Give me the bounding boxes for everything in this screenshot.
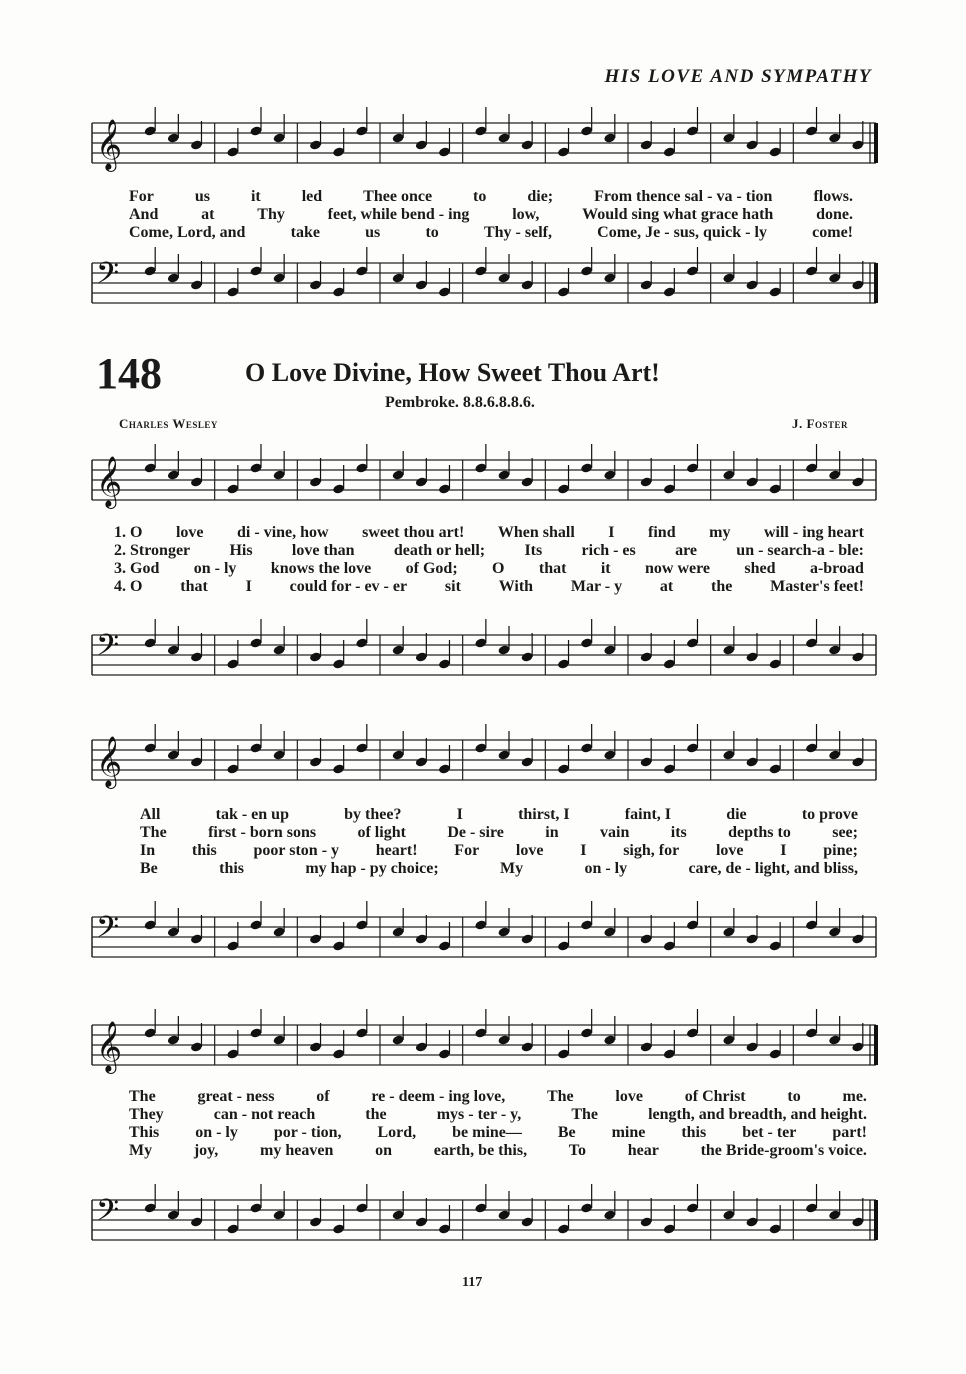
lyric-syllable: hear — [627, 1142, 659, 1159]
bass-staff — [0, 1195, 966, 1245]
lyric-syllable: my heaven — [260, 1142, 334, 1159]
lyric-syllable: to — [787, 1088, 801, 1105]
lyric-syllable: on - ly — [193, 560, 237, 577]
music-composer: J. Foster — [792, 416, 848, 431]
lyric-syllable: this — [191, 842, 217, 859]
lyric-syllable: 4. O — [114, 578, 143, 595]
lyric-syllable: O — [492, 560, 505, 577]
lyric-syllable: now were — [645, 560, 711, 577]
lyric-syllable: I — [456, 806, 463, 823]
lyric-syllable: For — [454, 842, 480, 859]
lyric-syllable: on - ly — [195, 1124, 238, 1141]
lyric-syllable: Master's feet! — [770, 578, 864, 595]
lyric-line — [140, 842, 858, 860]
lyric-syllable: done. — [816, 206, 853, 223]
lyric-syllable: Be — [140, 860, 158, 877]
lyric-syllable: my — [709, 524, 731, 541]
lyric-syllable: poor ston - y — [253, 842, 340, 859]
lyric-line — [114, 542, 864, 560]
lyric-syllable: To — [568, 1142, 586, 1159]
lyric-syllable: find — [648, 524, 676, 541]
lyric-syllable: 3. God — [114, 560, 160, 577]
lyric-syllable: it — [600, 560, 611, 577]
lyric-line — [114, 560, 864, 578]
lyric-syllable: They — [129, 1106, 164, 1123]
lyric-syllable: 2. Stronger — [114, 542, 191, 559]
lyric-syllable: sigh, for — [623, 842, 680, 859]
lyric-syllable: shed — [744, 560, 776, 577]
lyric-line — [129, 1088, 867, 1106]
lyric-syllable: care, de - light, and bliss, — [688, 860, 858, 877]
lyric-syllable: Come, Lord, and — [129, 224, 246, 241]
lyric-syllable: love — [615, 1088, 643, 1105]
lyric-syllable: low, — [512, 206, 540, 223]
lyric-syllable: In — [140, 842, 156, 859]
lyric-line — [114, 524, 864, 542]
lyric-syllable: a-broad — [809, 560, 864, 577]
lyric-syllable: mine — [611, 1124, 646, 1141]
lyric-syllable: bet - ter — [742, 1124, 797, 1141]
lyric-syllable: por - tion, — [273, 1124, 342, 1141]
lyric-syllable: my hap - py choice; — [305, 860, 439, 877]
lyric-syllable: His — [229, 542, 253, 559]
lyric-syllable: I — [780, 842, 787, 859]
lyric-syllable: on — [375, 1142, 392, 1159]
lyric-line — [129, 188, 853, 206]
lyric-syllable: take — [290, 224, 320, 241]
treble-staff — [0, 735, 966, 785]
lyric-syllable: at — [659, 578, 674, 595]
lyric-syllable: of light — [357, 824, 406, 841]
lyric-syllable: us — [194, 188, 210, 205]
lyric-syllable: I — [245, 578, 252, 595]
lyric-syllable: 1. O — [114, 524, 143, 541]
bass-staff — [0, 630, 966, 680]
lyric-syllable: part! — [832, 1124, 867, 1141]
lyric-syllable: earth, be this, — [433, 1142, 528, 1159]
lyric-syllable: that — [538, 560, 567, 577]
lyric-syllable: Thee once — [363, 188, 433, 205]
treble-clef-icon: 𝄞 — [96, 456, 123, 507]
lyric-syllable: die — [726, 806, 747, 823]
lyric-syllable: can - not reach — [213, 1106, 316, 1123]
lyric-syllable: mys - ter - y, — [436, 1106, 522, 1123]
section-header: HIS LOVE AND SYMPATHY — [604, 66, 872, 87]
lyric-syllable: led — [301, 188, 323, 205]
lyric-syllable: first - born sons — [208, 824, 317, 841]
bass-clef-icon: 𝄢 — [96, 911, 120, 952]
lyric-syllable: the — [711, 578, 733, 595]
treble-clef-icon: 𝄞 — [96, 736, 123, 787]
lyric-syllable: For — [129, 188, 154, 205]
lyric-syllable: re - deem - ing love, — [371, 1088, 506, 1105]
lyric-line — [140, 860, 858, 878]
lyric-syllable: its — [670, 824, 687, 841]
lyric-syllable: faint, I — [624, 806, 672, 823]
lyric-syllable: the — [365, 1106, 387, 1123]
lyric-syllable: love than — [291, 542, 355, 559]
lyric-syllable: love — [175, 524, 204, 541]
bass-staff — [0, 258, 966, 308]
page-number: 117 — [462, 1275, 483, 1290]
lyric-syllable: are — [675, 542, 697, 559]
lyric-syllable: come! — [812, 224, 853, 241]
lyric-syllable: sit — [444, 578, 461, 595]
lyric-syllable: could for - ev - er — [289, 578, 408, 595]
words-author: Charles Wesley — [119, 416, 218, 431]
lyric-syllable: All — [140, 806, 161, 823]
lyric-syllable: be mine— — [452, 1124, 522, 1141]
lyric-syllable: love — [515, 842, 544, 859]
treble-staff — [0, 118, 966, 168]
lyric-syllable: I — [580, 842, 587, 859]
hymn-number: 148 — [96, 349, 162, 398]
lyric-line — [129, 1124, 867, 1142]
lyric-syllable: I — [608, 524, 615, 541]
lyric-syllable: The — [140, 824, 167, 841]
lyric-line — [129, 1142, 867, 1160]
lyric-syllable: thirst, I — [518, 806, 570, 823]
lyric-syllable: joy, — [193, 1142, 219, 1159]
lyric-syllable: great - ness — [197, 1088, 275, 1105]
treble-staff — [0, 1020, 966, 1070]
bass-staff — [0, 912, 966, 962]
lyric-syllable: love — [715, 842, 744, 859]
lyric-syllable: pine; — [823, 842, 858, 859]
lyric-syllable: feet, while bend - ing — [327, 206, 470, 223]
lyric-syllable: De - sire — [447, 824, 504, 841]
lyric-syllable: knows the love — [270, 560, 372, 577]
lyric-syllable: on - ly — [584, 860, 628, 877]
lyric-syllable: of God; — [405, 560, 458, 577]
lyric-line — [114, 578, 864, 596]
lyric-line — [129, 224, 853, 242]
lyric-syllable: Would sing what grace hath — [582, 206, 774, 223]
lyric-syllable: The — [546, 1088, 574, 1105]
lyric-syllable: My — [129, 1142, 153, 1159]
lyric-syllable: heart! — [375, 842, 418, 859]
lyric-syllable: me. — [842, 1088, 867, 1105]
lyric-syllable: in — [545, 824, 559, 841]
lyric-syllable: at — [201, 206, 215, 223]
lyric-syllable: this — [219, 860, 245, 877]
lyric-line — [129, 206, 853, 224]
lyric-line — [140, 806, 858, 824]
lyric-syllable: depths to — [728, 824, 791, 841]
lyric-syllable: length, and breadth, and height. — [648, 1106, 867, 1123]
lyric-line — [129, 1106, 867, 1124]
lyric-syllable: This — [129, 1124, 160, 1141]
lyric-syllable: And — [129, 206, 159, 223]
lyric-syllable: With — [498, 578, 534, 595]
lyric-syllable: Come, Je - sus, quick - ly — [597, 224, 767, 241]
tune-meter: Pembroke. 8.8.6.8.8.6. — [385, 394, 535, 411]
lyric-syllable: it — [250, 188, 261, 205]
lyric-syllable: sweet thou art! — [362, 524, 465, 541]
treble-clef-icon: 𝄞 — [96, 1021, 123, 1072]
lyric-syllable: Thy — [257, 206, 285, 223]
lyric-syllable: flows. — [813, 188, 853, 205]
lyric-line — [140, 824, 858, 842]
lyric-syllable: of — [316, 1088, 330, 1105]
lyric-syllable: tak - en up — [215, 806, 289, 823]
lyric-syllable: Mar - y — [570, 578, 623, 595]
lyric-syllable: The — [571, 1106, 599, 1123]
lyric-syllable: Lord, — [377, 1124, 417, 1141]
lyric-syllable: that — [180, 578, 208, 595]
treble-clef-icon: 𝄞 — [96, 119, 123, 170]
lyric-syllable: us — [365, 224, 381, 241]
lyric-syllable: to prove — [801, 806, 858, 823]
lyric-syllable: this — [681, 1124, 707, 1141]
lyric-syllable: The — [129, 1088, 156, 1105]
lyric-syllable: see; — [832, 824, 858, 841]
bass-clef-icon: 𝄢 — [96, 1194, 120, 1235]
lyric-syllable: My — [500, 860, 524, 877]
lyric-syllable: From thence sal - va - tion — [594, 188, 773, 205]
treble-staff — [0, 455, 966, 505]
lyric-syllable: death or hell; — [393, 542, 486, 559]
lyric-syllable: When shall — [497, 524, 575, 541]
lyric-syllable: by thee? — [344, 806, 402, 823]
lyric-syllable: Its — [524, 542, 543, 559]
lyric-syllable: will - ing heart — [763, 524, 864, 541]
lyric-syllable: un - search-a - ble: — [736, 542, 864, 559]
lyric-syllable: the Bride-groom's voice. — [700, 1142, 867, 1159]
lyric-syllable: Be — [557, 1124, 576, 1141]
lyric-syllable: di - vine, how — [237, 524, 329, 541]
lyric-syllable: die; — [527, 188, 554, 205]
lyric-syllable: Thy - self, — [483, 224, 552, 241]
lyric-syllable: to — [473, 188, 487, 205]
lyric-syllable: rich - es — [581, 542, 636, 559]
bass-clef-icon: 𝄢 — [96, 257, 120, 298]
lyric-syllable: of Christ — [684, 1088, 746, 1105]
hymn-title: O Love Divine, How Sweet Thou Art! — [245, 358, 660, 387]
lyric-syllable: to — [425, 224, 439, 241]
bass-clef-icon: 𝄢 — [96, 629, 120, 670]
lyric-syllable: vain — [600, 824, 630, 841]
